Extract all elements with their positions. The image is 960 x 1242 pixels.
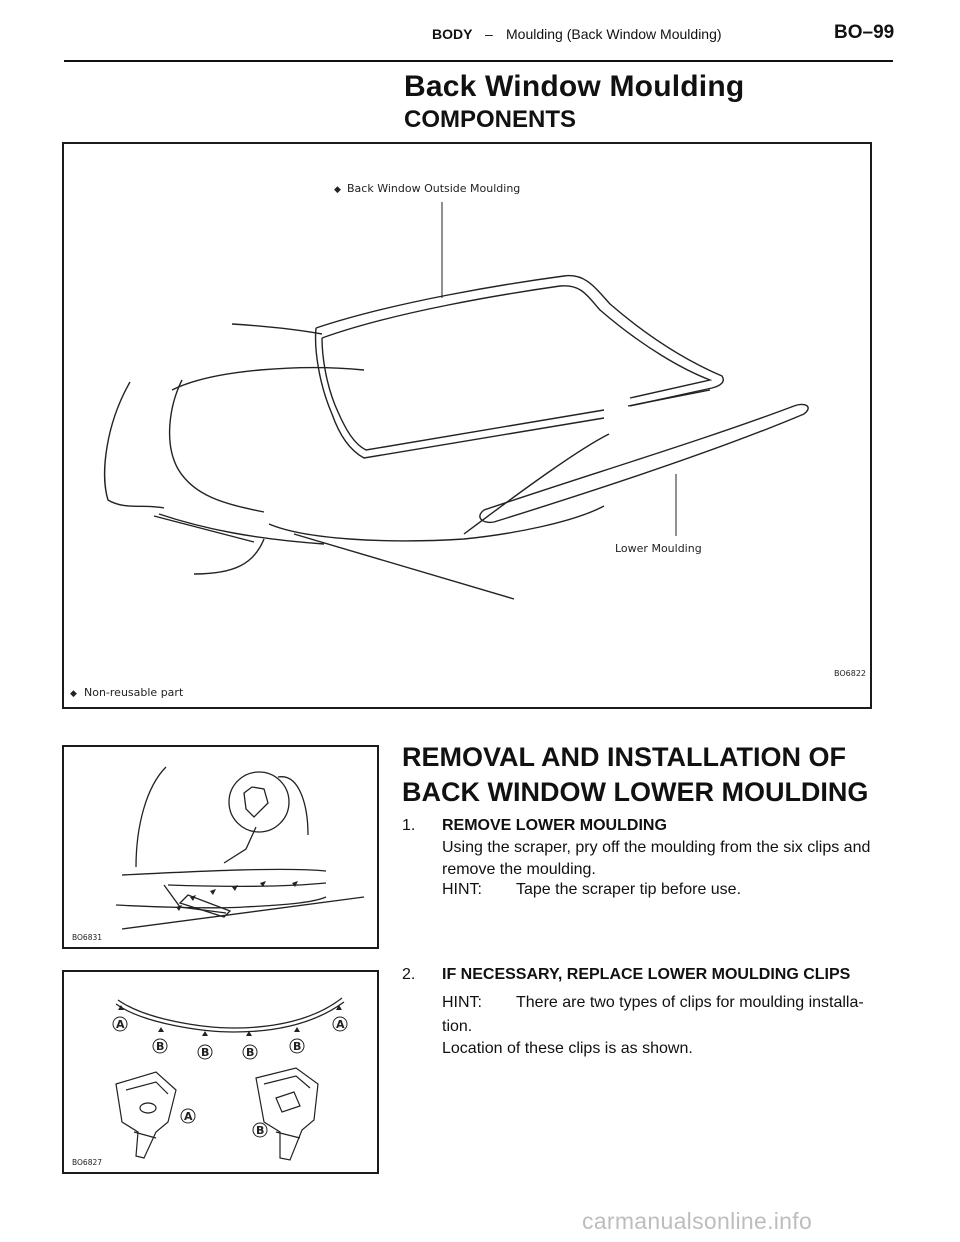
figure-code: BO6822 xyxy=(834,669,867,678)
marker-b3: B xyxy=(246,1046,255,1059)
step2-hint-label: HINT: xyxy=(442,994,482,1011)
header-section: BODY xyxy=(432,26,473,42)
removal-figure xyxy=(62,745,379,949)
callout-lower-label: Lower Moulding xyxy=(615,542,702,555)
step2-number: 2. xyxy=(402,966,416,983)
section-heading-line1: REMOVAL AND INSTALLATION OF xyxy=(402,742,846,772)
figure-code: BO6831 xyxy=(72,933,103,942)
step1-line2: remove the moulding. xyxy=(442,861,596,878)
header-separator: – xyxy=(485,26,493,42)
marker-b4: B xyxy=(293,1040,302,1053)
step1-hint-label: HINT: xyxy=(442,881,482,898)
header-rule xyxy=(64,60,893,62)
components-illustration xyxy=(64,144,870,707)
marker-b1: B xyxy=(156,1040,165,1053)
marker-a-right: A xyxy=(336,1018,345,1031)
callout-outside-label: Back Window Outside Moulding xyxy=(347,182,521,195)
page-title: Back Window Moulding xyxy=(404,70,745,103)
marker-b2: B xyxy=(201,1046,210,1059)
components-heading: COMPONENTS xyxy=(404,106,577,133)
step1-hint-text: Tape the scraper tip before use. xyxy=(516,881,742,898)
section-heading xyxy=(402,740,942,810)
step2-hint-line1: There are two types of clips for moulding installa- xyxy=(516,994,864,1011)
figure-code: BO6827 xyxy=(72,1158,103,1167)
clip-a-drawing xyxy=(116,1072,176,1158)
clip-b-drawing xyxy=(256,1068,318,1160)
step1-line1: Using the scraper, pry off the moulding from the six clips and xyxy=(442,839,871,856)
step1-title: REMOVE LOWER MOULDING xyxy=(442,817,667,834)
watermark: carmanualsonline.info xyxy=(582,1208,813,1234)
clip-b-label: B xyxy=(256,1124,265,1137)
removal-illustration xyxy=(64,747,377,947)
step2-hint-line2: tion. xyxy=(442,1018,473,1035)
clip-a-label: A xyxy=(184,1110,193,1123)
diamond-icon: ◆ xyxy=(70,689,77,699)
callout-outside-diamond-icon: ◆ xyxy=(334,185,341,195)
clips-illustration xyxy=(64,972,377,1172)
header-subsection: Moulding (Back Window Moulding) xyxy=(506,26,722,42)
step1-number: 1. xyxy=(402,817,416,834)
legend-label: Non-reusable part xyxy=(84,686,184,699)
section-heading-line2: BACK WINDOW LOWER MOULDING xyxy=(402,777,869,807)
step2-line3: Location of these clips is as shown. xyxy=(442,1040,693,1057)
step2-title: IF NECESSARY, REPLACE LOWER MOULDING CLIPS xyxy=(442,966,851,983)
page-number: BO–99 xyxy=(834,22,895,43)
marker-a-left: A xyxy=(116,1018,125,1031)
components-figure xyxy=(62,142,872,709)
clips-figure xyxy=(62,970,379,1174)
